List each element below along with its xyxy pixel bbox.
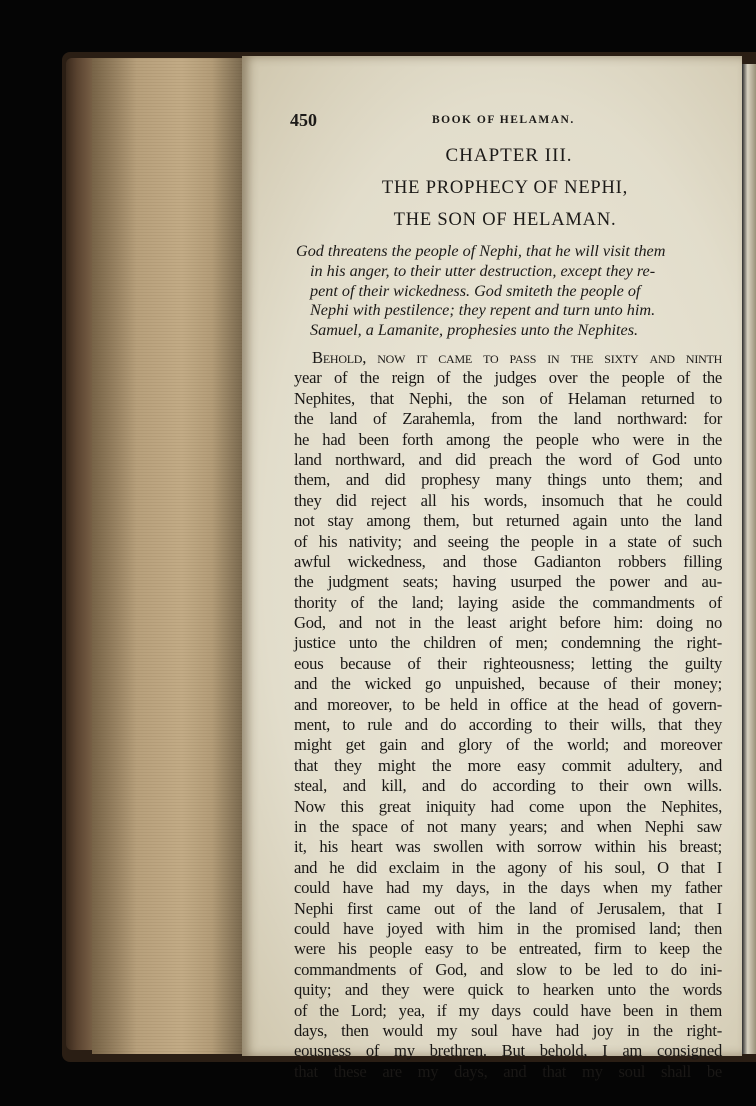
body-line: awful wickedness, and those Gadianton robbers filling [294,551,722,571]
chapter-title: CHAPTER III. [445,145,573,166]
facing-page-edge [742,64,756,1054]
book-spine-edge [66,58,94,1050]
page-block-edge [92,58,242,1054]
body-line: he had been forth among the people who were in the [294,429,722,449]
prophecy-title: THE PROPHECY OF NEPHI, [381,178,629,198]
body-line: commandments of God, and slow to be led to do ini- [294,959,722,979]
body-line: the judgment seats; having usurped the power and au- [294,572,722,592]
son-title: THE SON OF HELAMAN. [393,210,617,230]
body-line: and he did exclaim in the agony of his soul, O that I [294,857,722,877]
summary-line: Samuel, a Lamanite, prophesies unto the Nephites. [310,321,639,340]
body-line: God, and not in the least aright before him: doing no [294,613,722,633]
summary-line: pent of their wickedness. God smiteth the people of [310,281,641,300]
summary-line: in his anger, to their utter destruction, except they re- [310,261,656,280]
page-number: 450 [290,110,317,130]
body-line: land northward, and did preach the word of God unto [294,449,722,469]
body-line: days, then would my soul have had joy in the right- [294,1020,722,1040]
body-line: Nephi first came out of the land of Jerusalem, that I [294,898,722,918]
body-line: could have joyed with him in the promised land; then [294,918,722,938]
body-line: that these are my days, and that my soul shall be [294,1061,722,1081]
body-line: not stay among them, but returned again unto the land [294,511,722,531]
body-line: were his people easy to be entreated, firm to keep the [294,939,722,959]
body-line: justice unto the children of men; condemning the right- [294,633,722,653]
body-line: of his nativity; and seeing the people in a state of such [294,531,722,551]
body-line: it, his heart was swollen with sorrow within his breast; [294,837,722,857]
summary-line: Nephi with pestilence; they repent and turn unto him. [310,301,656,320]
body-line: Nephites, that Nephi, the son of Helaman returned to [294,388,722,408]
summary-line: God threatens the people of Nephi, that he will visit them [296,242,666,260]
body-line: and moreover, to be held in office at the head of govern- [294,694,722,714]
body-line: and the wicked go unpuished, because of their money; [294,674,722,694]
body-line: of the Lord; yea, if my days could have been in them [294,1000,722,1020]
body-line: them, and did prophesy many things unto them; and [294,470,722,490]
body-text [294,348,722,1082]
body-line: Now this great iniquity had come upon the Nephites, [294,796,722,816]
body-line: eousness of my brethren. But behold, I am consigned [294,1041,722,1061]
body-line: in the space of not many years; and when Nephi saw [294,816,722,836]
body-line: steal, and kill, and do according to their own wills. [294,776,722,796]
body-line: might get gain and glory of the world; and moreover [294,735,722,755]
body-line: could have had my days, in the days when my father [294,878,722,898]
body-line: eous because of their righteousness; letting the guilty [294,653,722,673]
body-line: the land of Zarahemla, from the land northward: for [294,409,722,429]
running-head: BOOK OF HELAMAN. [432,114,575,126]
body-line: that they might the more easy commit adultery, and [294,755,722,775]
body-line: they did reject all his words, insomuch that he could [294,490,722,510]
page-header [290,110,730,132]
chapter-summary [296,242,728,341]
body-line: thority of the land; laying aside the commandments of [294,592,722,612]
body-line: ment, to rule and do according to their wills, that they [294,715,722,735]
body-line: Behold, now it came to pass in the sixty and ninth [312,348,722,367]
body-line: quity; and they were quick to hearken unto the words [294,980,722,1000]
body-line: year of the reign of the judges over the people of the [294,368,722,388]
chapter-heading [290,140,720,236]
